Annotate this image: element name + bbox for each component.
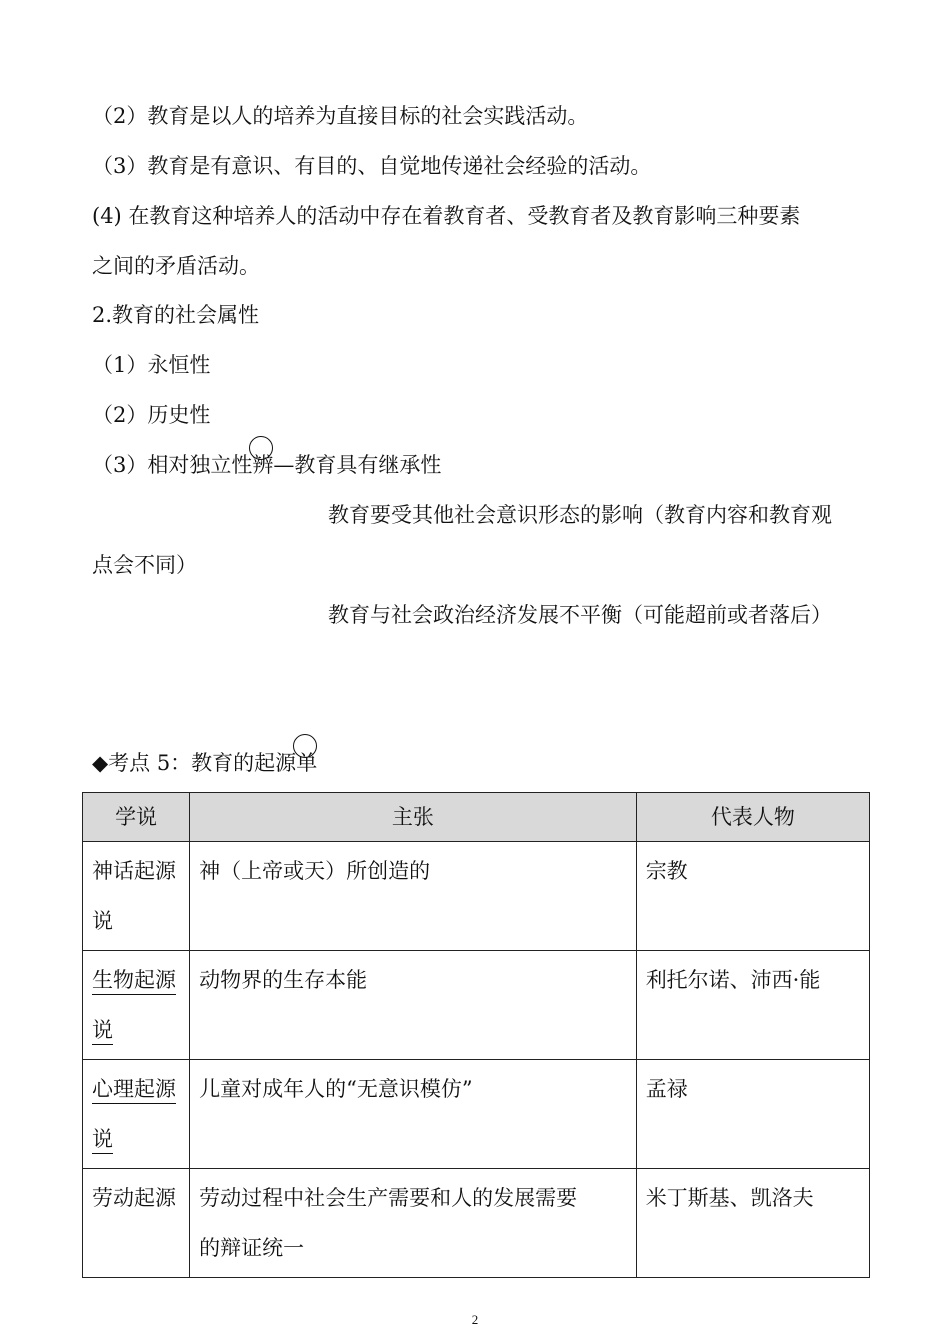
independence-label: （3）相对独立性 [92, 453, 253, 477]
education-origin-table [82, 792, 870, 1278]
table-header-row [83, 793, 870, 842]
theory-cell: 神话起源 说 [83, 842, 190, 951]
section-title-text: ◆考点 5：教育的起源 [92, 751, 297, 775]
claim-cell: 动物界的生存本能 [190, 951, 637, 1060]
theory-cell: 生物起源 说 [83, 951, 190, 1060]
page-number: 2 [471, 1312, 479, 1327]
theory-cell: 劳动起源 [83, 1169, 190, 1278]
line-ideology-influence-cont: 点会不同） [92, 553, 197, 577]
table-row [83, 842, 870, 951]
table-row [83, 1060, 870, 1169]
line-ideology-influence: 教育要受其他社会意识形态的影响（教育内容和教育观 [328, 503, 832, 527]
claim-cell: 劳动过程中社会生产需要和人的发展需要 的辩证统一 [190, 1169, 637, 1278]
line-4: 之间的矛盾活动。 [92, 254, 260, 278]
line-historical: （2）历史性 [92, 403, 211, 427]
line-1: （2）教育是以人的培养为直接目标的社会实践活动。 [92, 104, 589, 128]
person-cell: 孟禄 [636, 1060, 869, 1169]
person-cell: 米丁斯基、凯洛夫 [636, 1169, 869, 1278]
header-representative: 代表人物 [636, 793, 869, 842]
inheritance-text: —教育具有继承性 [273, 453, 442, 477]
header-claim: 主张 [190, 793, 637, 842]
section-title [92, 748, 317, 778]
line-2: （3）教育是有意识、有目的、自觉地传递社会经验的活动。 [92, 154, 652, 178]
line-independence [92, 450, 441, 480]
person-cell: 宗教 [636, 842, 869, 951]
line-imbalance: 教育与社会政治经济发展不平衡（可能超前或者落后） [328, 603, 832, 627]
line-3: (4) 在教育这种培养人的活动中存在着教育者、受教育者及教育影响三种要素 [92, 204, 801, 228]
person-cell: 利托尔诺、沛西·能 [636, 951, 869, 1060]
table-row [83, 951, 870, 1060]
heading-social-attributes: 2.教育的社会属性 [92, 303, 260, 327]
header-theory: 学说 [83, 793, 190, 842]
line-eternal: （1）永恒性 [92, 353, 211, 377]
claim-cell: 儿童对成年人的“无意识模仿” [190, 1060, 637, 1169]
claim-cell: 神（上帝或天）所创造的 [190, 842, 637, 951]
theory-cell: 心理起源 说 [83, 1060, 190, 1169]
circled-mark-bian: 辨 [252, 450, 273, 480]
circled-mark-dan: 单 [296, 748, 317, 778]
table-row [83, 1169, 870, 1278]
